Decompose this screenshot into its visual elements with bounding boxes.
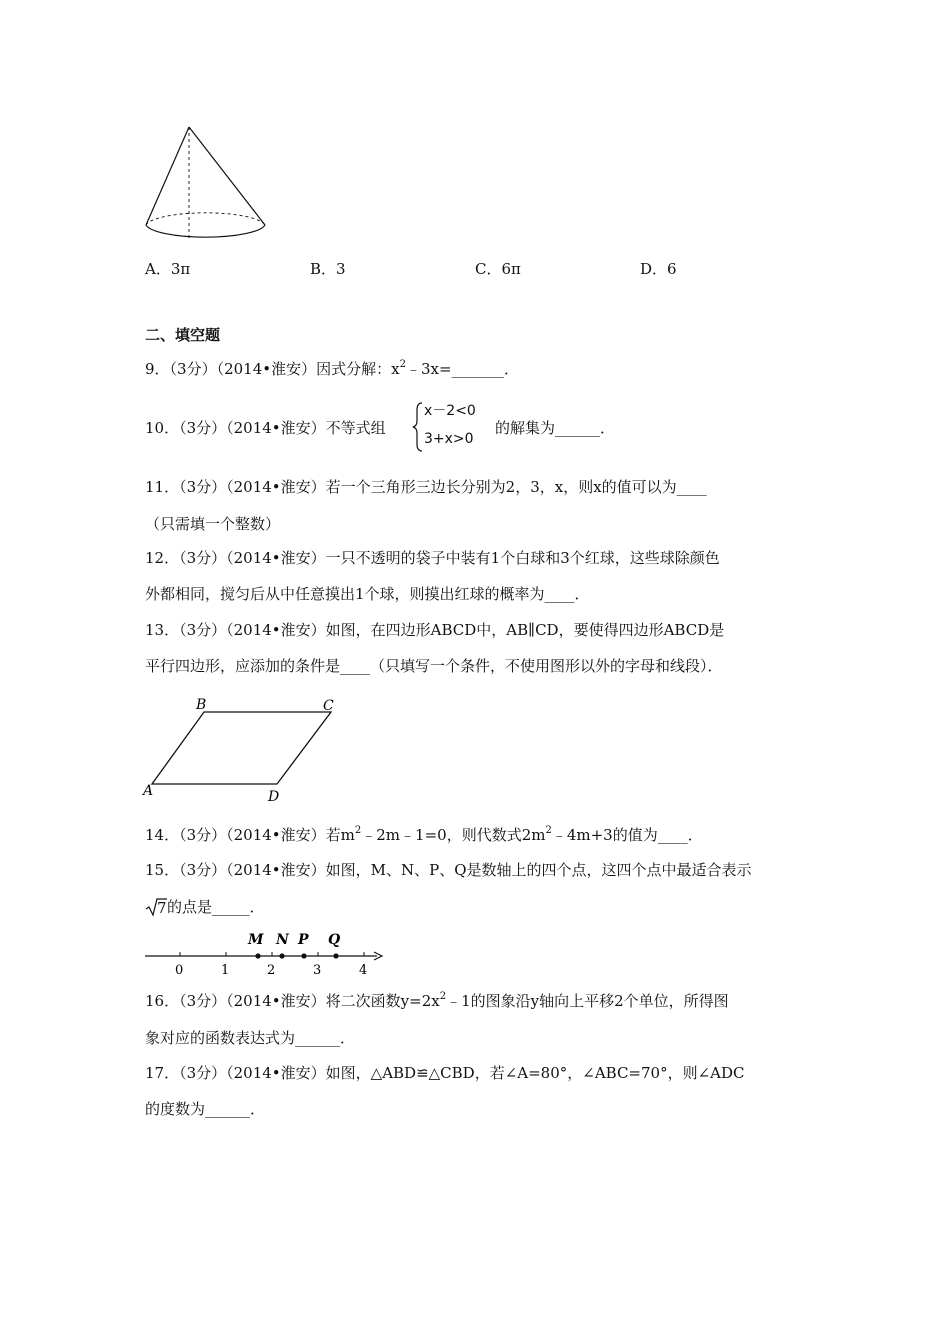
- inequality-brace: [413, 402, 423, 452]
- sqrt-7: [145, 897, 167, 917]
- q14-sup-1: 2: [354, 825, 362, 836]
- point-p: [301, 953, 306, 958]
- point-q: [333, 953, 338, 958]
- q14-part-1: 14．（3分）（2014•淮安）若m: [145, 826, 355, 844]
- q16-part-1: 16．（3分）（2014•淮安）将二次函数y=2x: [145, 992, 440, 1010]
- option-c: [475, 259, 521, 279]
- option-a-value: 3π: [170, 260, 191, 278]
- option-a-letter: A．: [145, 260, 171, 278]
- q9-suffix: ﹣3x=_______．: [405, 360, 520, 378]
- tick-label-4: 4: [359, 963, 368, 978]
- point-label-m: M: [248, 932, 264, 948]
- parallelogram-figure: [140, 695, 350, 810]
- option-d: [640, 259, 677, 279]
- option-c-letter: C．: [475, 260, 502, 278]
- question-10-suffix: 的解集为______．: [495, 419, 616, 437]
- question-13-line-1: 13．（3分）（2014•淮安）如图，在四边形ABCD中，AB∥CD，要使得四边形ABCD是: [145, 621, 725, 639]
- option-b-value: 3: [336, 260, 346, 278]
- q16-sup: 2: [439, 991, 447, 1002]
- inequality-line-1: x－2<0: [424, 403, 476, 419]
- cone-figure: [140, 120, 275, 250]
- option-b-letter: B．: [310, 260, 337, 278]
- question-13-line-2: 平行四边形，应添加的条件是____（只填写一个条件，不使用图形以外的字母和线段）．: [145, 657, 723, 675]
- point-label-n: N: [276, 932, 289, 948]
- question-17-line-1: 17．（3分）（2014•淮安）如图，△ABD≌△CBD，若∠A=80°，∠ABC=70°，则∠ADC: [145, 1064, 745, 1082]
- question-17-line-2: 的度数为______．: [145, 1100, 266, 1118]
- vertex-label-b: B: [196, 697, 207, 713]
- q14-part-3: ﹣4m+3的值为____．: [551, 826, 703, 844]
- q15-suffix: 的点是_____．: [167, 898, 265, 916]
- option-d-letter: D．: [640, 260, 668, 278]
- question-14: [145, 825, 703, 845]
- option-a: [145, 259, 190, 279]
- point-label-p: P: [298, 932, 309, 948]
- question-12-line-2: 外都相同，搅匀后从中任意摸出1个球，则摸出红球的概率为____．: [145, 585, 590, 603]
- q14-part-2: ﹣2m﹣1=0，则代数式2m: [361, 826, 546, 844]
- tick-label-1: 1: [221, 963, 230, 978]
- cone-right-edge: [189, 127, 265, 225]
- section-title: 二、填空题: [145, 326, 221, 344]
- q9-sup: 2: [399, 359, 406, 370]
- parallelogram-shape: [152, 712, 331, 784]
- q9-prefix: 9．（3分）（2014•淮安）因式分解：x: [145, 360, 400, 378]
- option-d-value: 6: [667, 260, 677, 278]
- inequality-line-2: 3+x>0: [424, 431, 474, 447]
- question-15-line-1: 15．（3分）（2014•淮安）如图，M、N、P、Q是数轴上的四个点，这四个点中最适合表示: [145, 861, 752, 879]
- vertex-label-a: A: [143, 783, 154, 799]
- question-10-prefix: 10．（3分）（2014•淮安）不等式组: [145, 419, 386, 437]
- cone-base-front: [146, 225, 265, 237]
- vertex-label-c: C: [323, 698, 334, 714]
- cone-base-back: [146, 213, 265, 225]
- question-12-line-1: 12．（3分）（2014•淮安）一只不透明的袋子中装有1个白球和3个红球，这些球除颜色: [145, 549, 720, 567]
- question-11-line-1: 11．（3分）（2014•淮安）若一个三角形三边长分别为2，3，x，则x的值可以为____: [145, 478, 707, 496]
- question-9: [145, 359, 519, 379]
- question-15-line-2: [145, 897, 265, 917]
- point-n: [279, 953, 284, 958]
- point-label-q: Q: [328, 932, 341, 948]
- tick-label-3: 3: [313, 963, 322, 978]
- question-16-line-2: 象对应的函数表达式为______．: [145, 1029, 356, 1047]
- q14-sup-2: 2: [545, 825, 552, 836]
- point-m: [255, 953, 260, 958]
- tick-label-2: 2: [267, 963, 276, 978]
- vertex-label-d: D: [268, 789, 280, 805]
- option-b: [310, 259, 346, 279]
- option-c-value: 6π: [501, 260, 521, 278]
- number-line-figure: [140, 928, 390, 980]
- question-16-line-1: [145, 991, 729, 1011]
- q16-part-2: ﹣1的图象沿y轴向上平移2个单位，所得图: [446, 992, 729, 1010]
- cone-left-edge: [146, 127, 189, 225]
- question-11-line-2: （只需填一个整数）: [145, 515, 281, 533]
- tick-label-0: 0: [175, 963, 184, 978]
- sqrt-radicand: 7: [157, 899, 167, 917]
